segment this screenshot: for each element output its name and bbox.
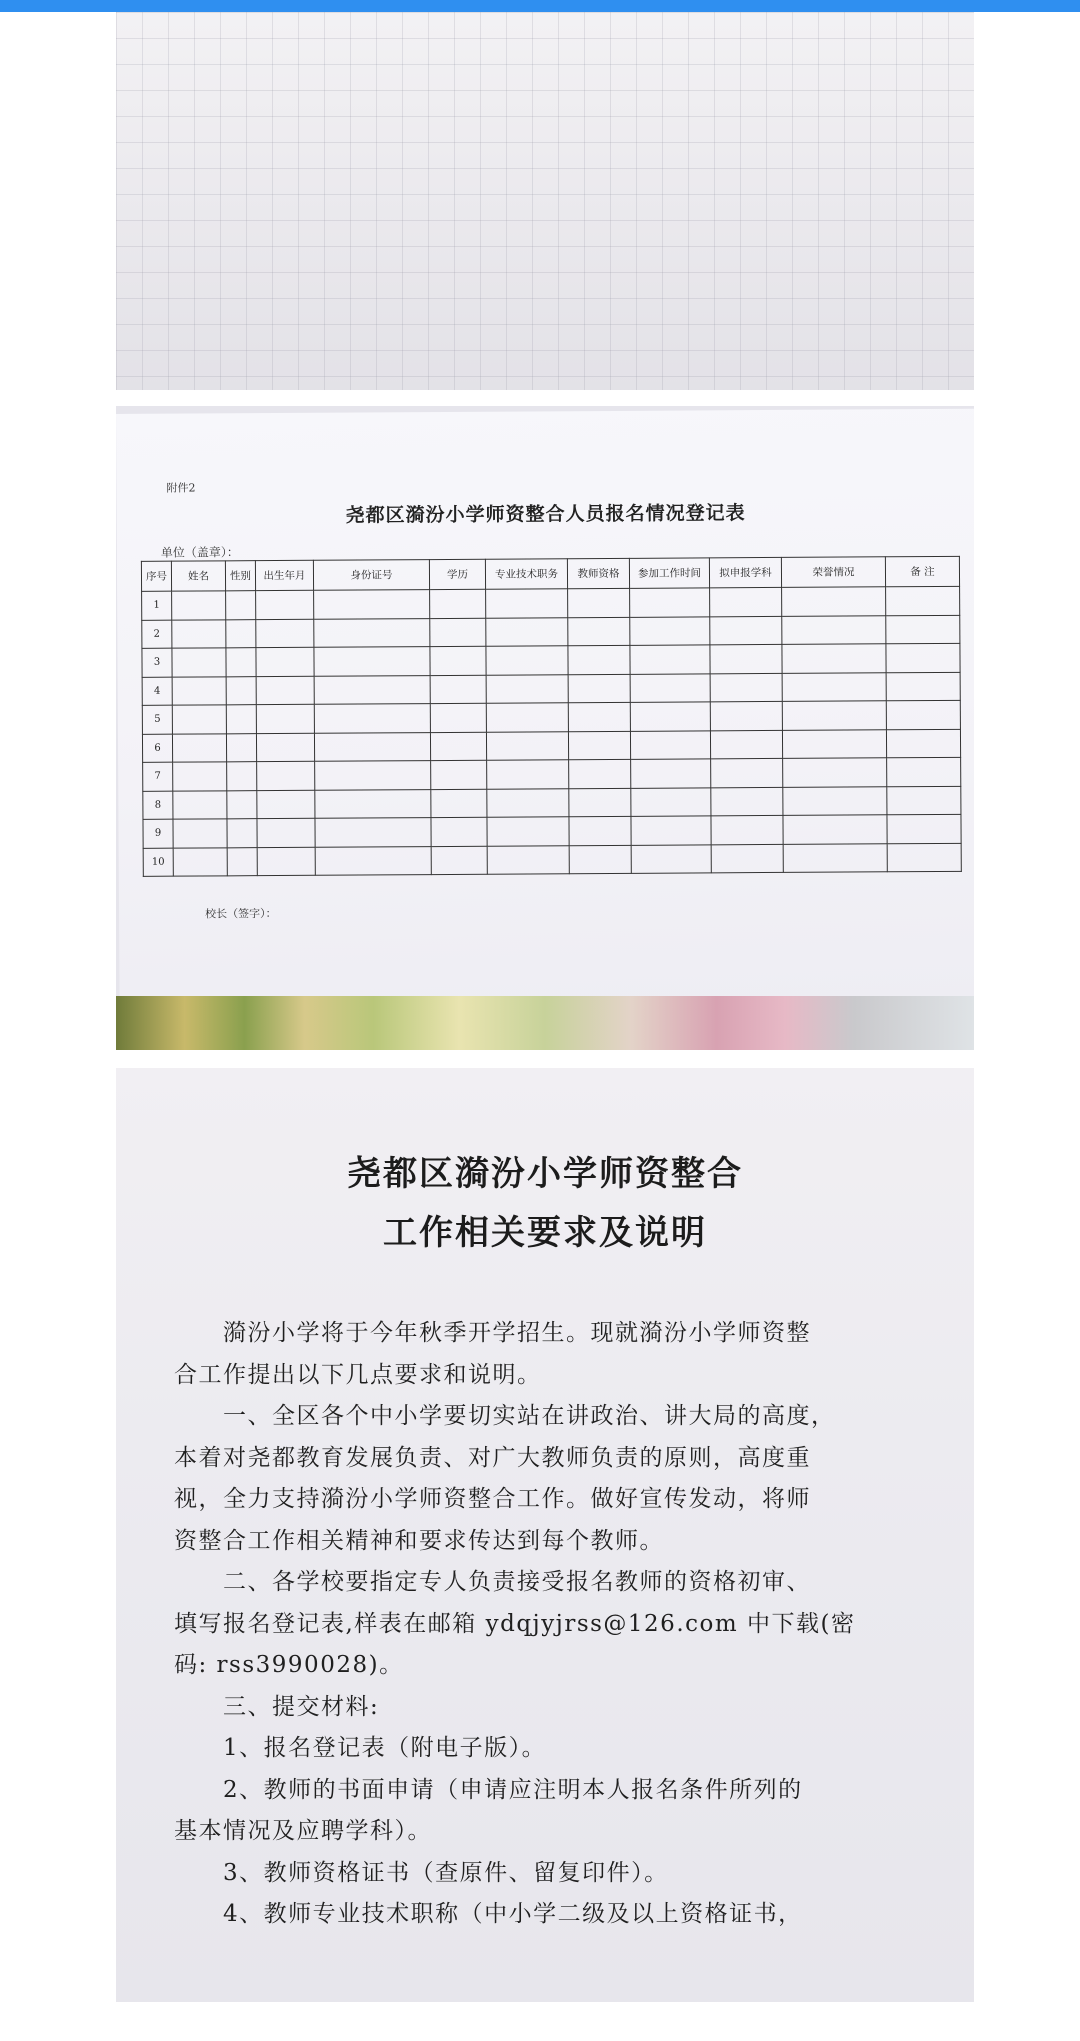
table-header-row <box>141 556 959 591</box>
table-cell <box>172 676 226 705</box>
registration-table <box>141 556 962 877</box>
table-cell <box>630 702 710 731</box>
table-cell <box>783 758 887 787</box>
table-cell <box>315 789 431 818</box>
table-cell <box>227 762 257 791</box>
table-cell <box>569 759 631 788</box>
photo-grid-paper <box>116 12 974 390</box>
background-strip <box>116 996 974 1050</box>
row-number: 6 <box>142 734 172 763</box>
notice-line: 2、教师的书面申请（申请应注明本人报名条件所列的 <box>174 1776 803 1803</box>
table-cell <box>256 676 314 705</box>
table-cell <box>430 703 486 732</box>
table-cell <box>173 762 227 791</box>
table-cell <box>487 788 569 817</box>
table-cell <box>783 815 887 844</box>
table-cell <box>257 818 315 847</box>
table-cell <box>568 702 630 731</box>
form-title: 尧都区漪汾小学师资整合人员报名情况登记表 <box>345 502 746 527</box>
table-cell <box>886 700 960 729</box>
notice-line: 4、教师专业技术职称（中小学二级及以上资格证书， <box>174 1901 803 1927</box>
table-cell <box>710 673 782 702</box>
table-cell <box>430 646 486 675</box>
table-cell <box>710 616 782 645</box>
notice-line: 码: rss3990028)。 <box>174 1652 404 1678</box>
table-cell <box>711 758 783 787</box>
table-cell <box>431 817 487 846</box>
table-cell <box>630 730 710 759</box>
header-cell: 序号 <box>141 561 171 591</box>
table-cell <box>630 645 710 674</box>
table-cell <box>887 757 961 786</box>
table-cell <box>887 786 961 815</box>
header-cell: 学历 <box>429 559 485 589</box>
attachment-label: 附件2 <box>166 481 196 495</box>
table-cell <box>568 588 630 617</box>
table-cell <box>431 846 487 875</box>
table-row <box>143 843 961 876</box>
row-number: 4 <box>142 677 172 706</box>
table-cell <box>431 760 487 789</box>
table-cell <box>315 818 431 847</box>
table-cell <box>568 645 630 674</box>
notice-line: 合工作提出以下几点要求和说明。 <box>174 1361 542 1388</box>
notice-line: 基本情况及应聘学科）。 <box>174 1818 432 1844</box>
notice-line: 资整合工作相关精神和要求传达到每个教师。 <box>174 1527 664 1554</box>
notice-line: 二、各学校要指定专人负责接受报名教师的资格初审、 <box>174 1569 811 1595</box>
table-cell <box>886 672 960 701</box>
notice-line: 1、报名登记表（附电子版）。 <box>174 1735 547 1761</box>
table-cell <box>172 648 226 677</box>
header-cell: 专业技术职务 <box>485 559 567 590</box>
table-cell <box>315 761 431 790</box>
table-cell <box>568 731 630 760</box>
table-cell <box>487 760 569 789</box>
table-cell <box>486 617 568 646</box>
unit-label: 单位（盖章）： <box>160 545 239 560</box>
table-cell <box>173 819 227 848</box>
table-cell <box>630 673 710 702</box>
row-number: 3 <box>142 648 172 677</box>
row-number: 7 <box>143 762 173 791</box>
table-cell <box>887 814 961 843</box>
table-cell <box>486 703 568 732</box>
table-cell <box>314 732 430 761</box>
table-cell <box>172 733 226 762</box>
table-cell <box>710 587 782 616</box>
notice-title-line1: 尧都区漪汾小学师资整合 <box>347 1154 743 1194</box>
table-cell <box>568 617 630 646</box>
form-sheet <box>116 409 974 1006</box>
notice-line: 一、全区各个中小学要切实站在讲政治、讲大局的高度， <box>174 1403 836 1429</box>
table-cell <box>569 788 631 817</box>
table-cell <box>226 591 256 620</box>
row-number: 10 <box>143 848 173 877</box>
table-cell <box>314 618 430 647</box>
table-cell <box>783 843 887 872</box>
table-cell <box>886 729 960 758</box>
header-cell: 姓名 <box>171 561 225 591</box>
table-cell <box>227 819 257 848</box>
table-cell <box>431 789 487 818</box>
header-cell: 身份证号 <box>313 560 429 591</box>
header-cell: 拟申报学科 <box>709 557 781 587</box>
notice-body <box>174 1313 934 1936</box>
table-cell <box>314 675 430 704</box>
table-cell <box>257 790 315 819</box>
header-cell: 备 注 <box>885 556 959 586</box>
table-cell <box>256 704 314 733</box>
table-cell <box>568 674 630 703</box>
table-cell <box>257 761 315 790</box>
table-cell <box>782 729 886 758</box>
table-cell <box>172 619 226 648</box>
table-cell <box>569 816 631 845</box>
row-number: 8 <box>143 791 173 820</box>
row-number: 2 <box>142 620 172 649</box>
table-cell <box>630 616 710 645</box>
table-cell <box>315 846 431 875</box>
notice-line: 填写报名登记表,样表在邮箱 ydqjyjrss@126.com 中下载(密 <box>174 1610 856 1637</box>
header-cell: 出生年月 <box>255 560 313 590</box>
table-cell <box>631 816 711 845</box>
table-cell <box>172 705 226 734</box>
top-accent-bar <box>0 0 1080 12</box>
table-cell <box>314 590 430 619</box>
table-cell <box>430 732 486 761</box>
table-cell <box>886 615 960 644</box>
notice-line: 3、教师资格证书（查原件、留复印件）。 <box>174 1859 669 1886</box>
table-cell <box>314 704 430 733</box>
notice-line: 本着对尧都教育发展负责、对广大教师负责的原则，高度重 <box>174 1444 811 1471</box>
header-cell: 荣誉情况 <box>781 557 885 588</box>
table-cell <box>711 844 783 873</box>
table-cell <box>430 675 486 704</box>
header-cell: 性别 <box>225 561 255 591</box>
table-cell <box>430 589 486 618</box>
table-cell <box>710 730 782 759</box>
principal-signature-label: 校长（签字）： <box>205 907 277 921</box>
table-cell <box>887 843 961 872</box>
table-cell <box>711 815 783 844</box>
table-cell <box>256 590 314 619</box>
table-cell <box>227 790 257 819</box>
table-cell <box>226 705 256 734</box>
table-cell <box>486 589 568 618</box>
table-cell <box>173 847 227 876</box>
table-cell <box>710 644 782 673</box>
photo-registration-form <box>116 406 974 1050</box>
table-cell <box>486 674 568 703</box>
table-body <box>142 586 962 876</box>
table-cell <box>256 647 314 676</box>
table-cell <box>486 646 568 675</box>
table-cell <box>569 845 631 874</box>
table-cell <box>631 844 711 873</box>
table-cell <box>710 701 782 730</box>
header-cell: 教师资格 <box>567 558 629 588</box>
table-cell <box>782 672 886 701</box>
table-cell <box>487 817 569 846</box>
header-cell: 参加工作时间 <box>629 558 709 588</box>
table-cell <box>782 587 886 616</box>
photo-notice-document <box>116 1068 974 2002</box>
table-cell <box>430 618 486 647</box>
table-cell <box>226 676 256 705</box>
row-number: 1 <box>142 591 172 620</box>
table-cell <box>314 647 430 676</box>
notice-line: 三、提交材料: <box>174 1693 380 1720</box>
table-cell <box>886 643 960 672</box>
table-cell <box>782 644 886 673</box>
row-number: 9 <box>143 819 173 848</box>
table-cell <box>631 759 711 788</box>
notice-line: 视，全力支持漪汾小学师资整合工作。做好宣传发动，将师 <box>174 1486 811 1512</box>
notice-line: 漪汾小学将于今年秋季开学招生。现就漪汾小学师资整 <box>174 1320 811 1346</box>
table-cell <box>173 790 227 819</box>
notice-title-line2: 工作相关要求及说明 <box>383 1213 707 1253</box>
table-cell <box>257 847 315 876</box>
table-cell <box>227 847 257 876</box>
table-cell <box>782 701 886 730</box>
table-cell <box>226 648 256 677</box>
table-cell <box>783 786 887 815</box>
table-cell <box>226 733 256 762</box>
table-cell <box>782 615 886 644</box>
table-cell <box>487 845 569 874</box>
row-number: 5 <box>142 705 172 734</box>
table-cell <box>172 591 226 620</box>
table-cell <box>886 586 960 615</box>
table-cell <box>486 731 568 760</box>
table-cell <box>256 733 314 762</box>
table-cell <box>630 588 710 617</box>
table-cell <box>226 619 256 648</box>
table-cell <box>256 619 314 648</box>
table-cell <box>631 787 711 816</box>
table-cell <box>711 787 783 816</box>
